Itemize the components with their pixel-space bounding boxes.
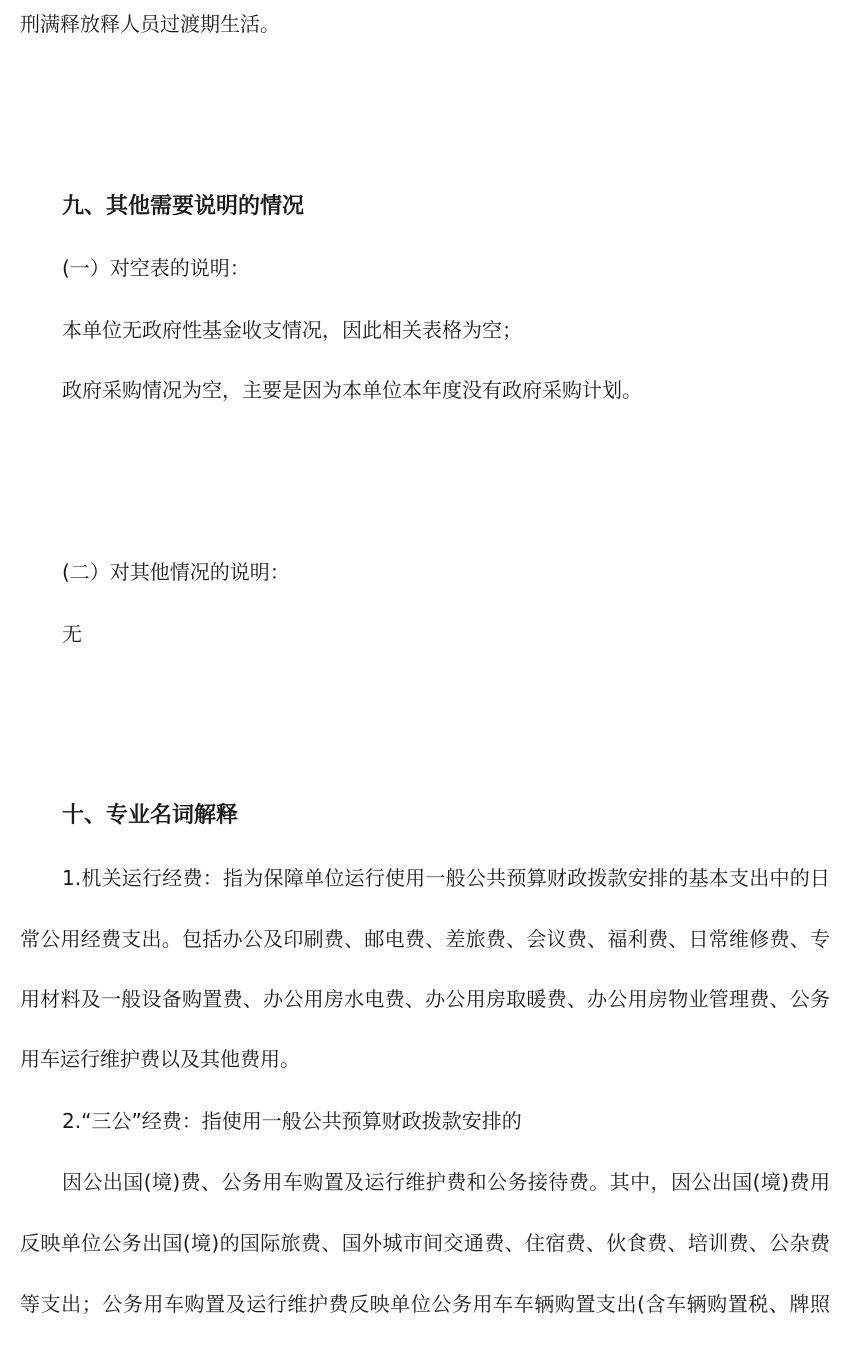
sub2-title: (二）对其他情况的说明： xyxy=(62,560,290,584)
item2-intro: 2.“三公”经费：指使用一般公共预算财政拨款安排的 xyxy=(62,1109,522,1133)
sub1-line-1: 本单位无政府性基金收支情况，因此相关表格为空； xyxy=(62,318,522,342)
sub1-line-2: 政府采购情况为空，主要是因为本单位本年度没有政府采购计划。 xyxy=(62,378,642,402)
top-fragment-text: 刑满释放释人员过渡期生活。 xyxy=(20,12,280,36)
section-10-heading: 十、专业名词解释 xyxy=(62,803,239,828)
item1-line-1: 1.机关运行经费：指为保障单位运行使用一般公共预算财政拨款安排的基本支出中的日 xyxy=(62,866,830,890)
item1-line-3: 用材料及一般设备购置费、办公用房水电费、办公用房取暖费、办公用房物业管理费、公务 xyxy=(20,987,830,1011)
item2-line-2: 反映单位公务出国(境)的国际旅费、国外城市间交通费、住宿费、伙食费、培训费、公杂费 xyxy=(20,1231,830,1255)
item2-line-3: 等支出；公务用车购置及运行维护费反映单位公务用车车辆购置支出(含车辆购置税、牌照 xyxy=(20,1292,830,1316)
section-9-heading: 九、其他需要说明的情况 xyxy=(62,194,305,219)
sub2-body: 无 xyxy=(62,622,82,646)
item2-line-1: 因公出国(境)费、公务用车购置及运行维护费和公务接待费。其中，因公出国(境)费用 xyxy=(62,1170,830,1194)
item1-line-4: 用车运行维护费以及其他费用。 xyxy=(20,1047,300,1071)
item1-line-2: 常公用经费支出。包括办公及印刷费、邮电费、差旅费、会议费、福利费、日常维修费、专 xyxy=(20,927,830,951)
sub1-title: (一）对空表的说明： xyxy=(62,256,250,280)
